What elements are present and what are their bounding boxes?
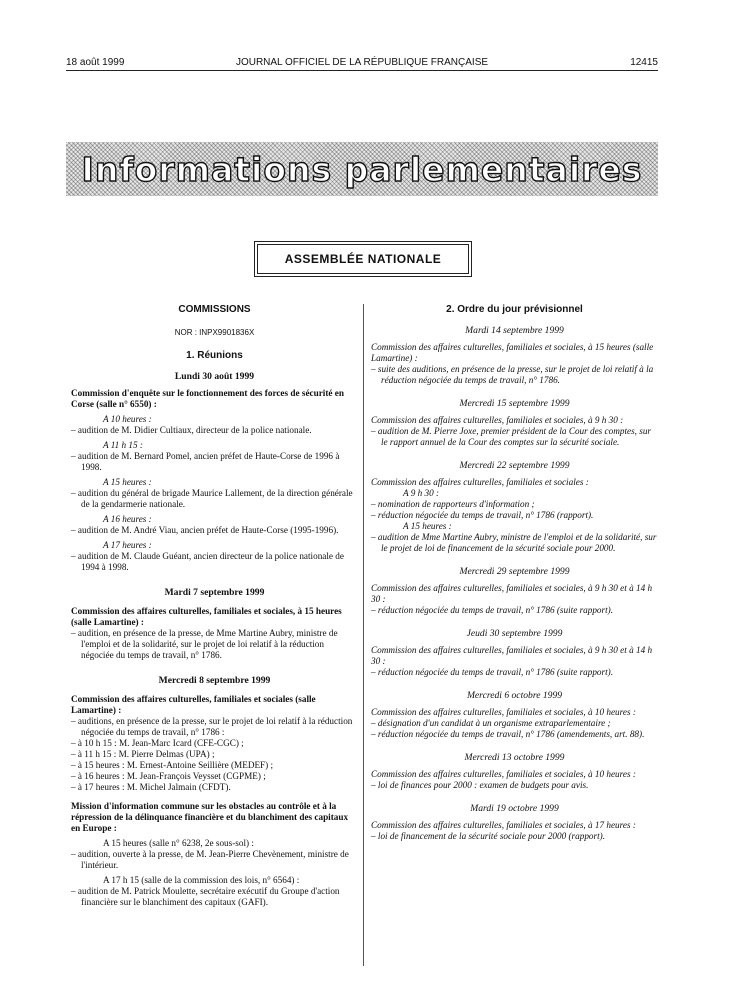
agenda-item: – réduction négociée du temps de travail, n° 1786 (rapport). [371, 510, 594, 520]
commission-title: Commission des affaires culturelles, familiales et sociales, à 10 heures : [371, 769, 636, 779]
agenda-subitem: – à 11 h 15 : M. Pierre Delmas (UPA) ; [71, 749, 215, 759]
agenda-item: – audition de M. Didier Cultiaux, directeur de la police nationale. [71, 425, 312, 435]
meeting-date: Mercredi 6 octobre 1999 [466, 690, 563, 701]
header-page-number: 12415 [630, 57, 658, 68]
agenda-item: – suite des auditions, en présence de la presse, sur le projet de loi relatif à la réduction négociée du temps de travail, n° 1786. [371, 364, 654, 385]
meeting-date: Jeudi 30 septembre 1999 [466, 628, 563, 639]
commission-title: Commission des affaires culturelles, familiales et sociales, à 17 heures : [371, 820, 636, 830]
agenda-item: – réduction négociée du temps de travail, n° 1786 (suite rapport). [371, 667, 613, 677]
agenda-item: – audition de M. Bernard Pomel, ancien préfet de Haute-Corse de 1996 à 1998. [71, 451, 340, 472]
agenda-subitem: – à 15 heures : M. Ernest-Antoine Seillière (MEDEF) ; [71, 760, 274, 770]
agenda-item: – audition de M. Pierre Joxe, premier président de la Cour des comptes, sur le rapport annuel de la Cour des comptes sur la sécurité sociale. [371, 426, 651, 447]
agenda-subitem: – à 17 heures : M. Michel Jalmain (CFDT). [71, 782, 231, 792]
agenda-item: – réduction négociée du temps de travail, n° 1786 (suite rapport). [371, 605, 613, 615]
time-label: A 11 h 15 : [103, 440, 143, 450]
meeting-date: Mercredi 8 septembre 1999 [158, 675, 271, 686]
commission-title: Commission des affaires culturelles, familiales et sociales, à 15 heures (salle Lamartine) : [371, 342, 654, 363]
time-label: A 9 h 30 : [403, 488, 440, 498]
agenda-item: – loi de finances pour 2000 : examen de budgets pour avis. [371, 780, 589, 790]
commission-title: Commission des affaires culturelles, familiales et sociales, à 15 heures (salle Lamartine) : [71, 606, 342, 627]
banner-title: Informations parlementaires [81, 149, 643, 189]
time-label: A 16 heures : [103, 514, 152, 524]
header-date: 18 août 1999 [66, 57, 125, 68]
assembly-title-box [257, 244, 469, 274]
time-label: A 10 heures : [103, 414, 152, 424]
time-label: A 17 h 15 (salle de la commission des lois, n° 6564) : [103, 875, 300, 885]
section-banner [66, 142, 658, 196]
commission-title: Commission des affaires culturelles, familiales et sociales, à 10 heures : [371, 707, 636, 717]
header-journal-title: JOURNAL OFFICIEL DE LA RÉPUBLIQUE FRANÇAISE [235, 57, 489, 68]
time-label: A 15 heures : [403, 521, 452, 531]
meeting-date: Lundi 30 août 1999 [174, 371, 255, 382]
agenda-subitem: – à 16 heures : M. Jean-François Veysset (CGPME) ; [71, 771, 266, 781]
commission-title: Commission des affaires culturelles, familiales et sociales, à 9 h 30 et à 14 h 30 : [371, 645, 653, 666]
meeting-date: Mardi 14 septembre 1999 [465, 325, 564, 336]
section-heading: COMMISSIONS [178, 304, 251, 315]
agenda-item: – audition de Mme Martine Aubry, ministre de l'emploi et de la solidarité, sur le projet de loi de financement de la sécurité sociale pour 2000. [371, 532, 657, 553]
commission-title: Commission d'enquête sur le fonctionnement des forces de sécurité en Corse (salle n° 6550) : [71, 388, 344, 409]
agenda-item: – audition du général de brigade Maurice Lallement, de la direction générale de la gendarmerie nationale. [71, 488, 353, 509]
left-column [71, 304, 358, 908]
mission-title: Mission d'information commune sur les obstacles au contrôle et à la répression de la délinquance financière et du blanchiment des capitaux en Europe : [71, 801, 349, 833]
meeting-date: Mardi 19 octobre 1999 [470, 803, 559, 814]
time-label: A 15 heures : [103, 477, 152, 487]
meeting-date: Mardi 7 septembre 1999 [164, 587, 265, 598]
agenda-item: – audition, en présence de la presse, de Mme Martine Aubry, ministre de l'emploi et de la solidarité, sur le projet de loi relatif à la réduction négociée du temps de travail, n° 1786. [71, 628, 338, 660]
meeting-date: Mercredi 22 septembre 1999 [459, 460, 570, 471]
subsection-heading: 1. Réunions [186, 350, 243, 361]
right-column [371, 304, 658, 842]
nor-reference: NOR : INPX9901836X [174, 328, 255, 337]
commission-title: Commission des affaires culturelles, familiales et sociales, à 9 h 30 et à 14 h 30 : [371, 583, 653, 604]
agenda-item: – réduction négociée du temps de travail, n° 1786 (amendements, art. 88). [371, 729, 645, 739]
commission-title: Commission des affaires culturelles, familiales et sociales (salle Lamartine) : [71, 694, 316, 715]
time-label: A 15 heures (salle n° 6238, 2e sous-sol) : [103, 838, 254, 848]
agenda-subitem: – à 10 h 15 : M. Jean-Marc Icard (CFE-CGC) ; [71, 738, 244, 748]
agenda-item: – loi de financement de la sécurité sociale pour 2000 (rapport). [371, 831, 605, 841]
meeting-date: Mercredi 29 septembre 1999 [459, 566, 570, 577]
agenda-item: – audition de M. Claude Guéant, ancien directeur de la police nationale de 1994 à 1998. [71, 551, 344, 572]
header-rule [66, 70, 658, 71]
agenda-item: – audition, ouverte à la presse, de M. Jean-Pierre Chevènement, ministre de l'intérieur. [71, 849, 349, 870]
commission-title: Commission des affaires culturelles, familiales et sociales : [371, 477, 589, 487]
agenda-item: – désignation d'un candidat à un organisme extraparlementaire ; [371, 718, 611, 728]
agenda-item: – audition de M. André Viau, ancien préfet de Haute-Corse (1995-1996). [71, 525, 339, 535]
agenda-item: – audition de M. Patrick Moulette, secrétaire exécutif du Groupe d'action financière sur le blanchiment des capitaux (GAFI). [71, 886, 340, 907]
agenda-item: – nomination de rapporteurs d'information ; [371, 499, 535, 509]
meeting-date: Mercredi 15 septembre 1999 [459, 398, 570, 409]
agenda-item: – auditions, en présence de la presse, sur le projet de loi relatif à la réduction négociée du temps de travail, n° 1786 : [71, 716, 353, 737]
commission-title: Commission des affaires culturelles, familiales et sociales, à 9 h 30 : [371, 415, 624, 425]
subsection-heading: 2. Ordre du jour prévisionnel [446, 304, 583, 315]
column-divider [363, 304, 364, 966]
assembly-title: ASSEMBLÉE NATIONALE [284, 252, 442, 266]
time-label: A 17 heures : [103, 540, 152, 550]
meeting-date: Mercredi 13 octobre 1999 [464, 752, 565, 763]
